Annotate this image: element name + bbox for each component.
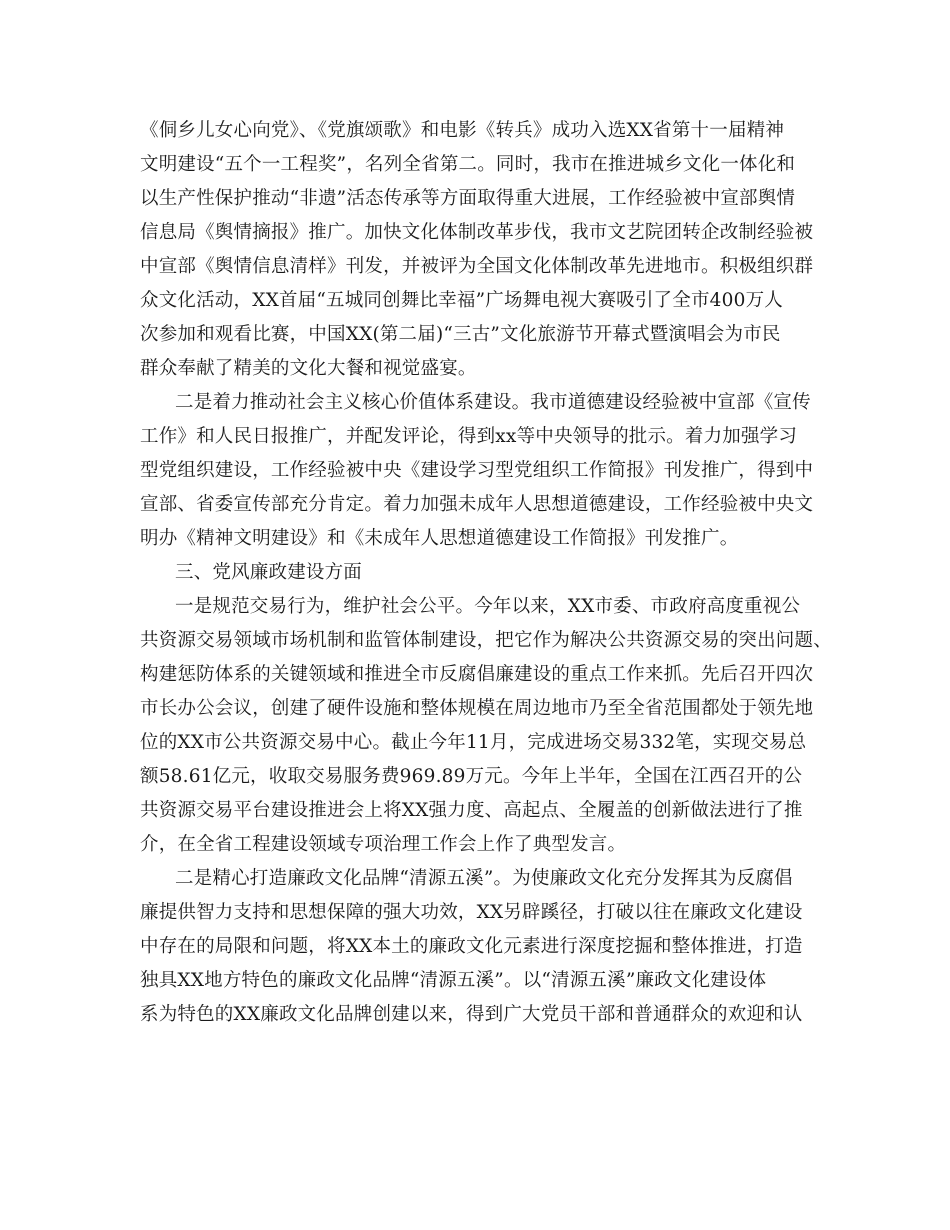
text-line: 宣部、省委宣传部充分肯定。着力加强未成年人思想道德建设，工作经验被中央文 [140,494,814,515]
text-line: 共资源交易平台建设推进会上将XX强力度、高起点、全履盖的创新做法进行了推 [140,800,803,821]
text-line: 众文化活动，XX首届“五城同创舞比幸福”广场舞电视大赛吸引了全市400万人 [140,290,783,311]
text-line: 构建惩防体系的关键领域和推进全市反腐倡廉建设的重点工作来抓。先后召开四次 [140,664,814,685]
text-line: 廉提供智力支持和思想保障的强大功效，XX另辟蹊径，打破以往在廉政文化建设 [140,902,803,923]
text-line: 额58.61亿元，收取交易服务费969.89万元。今年上半年，全国在江西召开的公 [140,766,803,787]
paragraph-start: 二是精心打造廉政文化品牌“清源五溪”。为使廉政文化充分发挥其为反腐倡 [175,868,793,889]
text-line: 系为特色的XX廉政文化品牌创建以来，得到广大党员干部和普通群众的欢迎和认 [140,1004,803,1025]
text-line: 中宣部《舆情信息清样》刊发，并被评为全国文化体制改革先进地市。积极组织群 [140,256,814,277]
text-line: 明办《精神文明建设》和《未成年人思想道德建设工作简报》刊发推广。 [140,528,739,549]
section-heading: 三、党风廉政建设方面 [175,562,363,583]
text-line: 信息局《舆情摘报》推广。加快文化体制改革步伐，我市文艺院团转企改制经验被 [140,222,814,243]
text-line: 文明建设“五个一工程奖”，名列全省第二。同时，我市在推进城乡文化一体化和 [140,154,796,175]
text-line: 群众奉献了精美的文化大餐和视觉盛宴。 [140,358,477,379]
text-line: 型党组织建设，工作经验被中央《建设学习型党组织工作简报》刊发推广，得到中 [140,460,814,481]
text-line: 介，在全省工程建设领域专项治理工作会上作了典型发言。 [140,834,627,855]
text-line: 中存在的局限和问题，将XX本土的廉政文化元素进行深度挖掘和整体推进，打造 [140,936,803,957]
paragraph-start: 二是着力推动社会主义核心价值体系建设。我市道德建设经验被中宣部《宣传 [175,392,811,413]
text-line: 市长办公会议，创建了硬件设施和整体规模在周边地市乃至全省范围都处于领先地 [140,698,814,719]
text-line: 独具XX地方特色的廉政文化品牌“清源五溪”。以“清源五溪”廉政文化建设体 [140,970,767,991]
text-line: 位的XX市公共资源交易中心。截止今年11月，完成进场交易332笔，实现交易总 [140,732,807,753]
text-line: 次参加和观看比赛，中国XX(第二届)“三古”文化旅游节开幕式暨演唱会为市民 [140,324,781,345]
text-line: 以生产性保护推动“非遗”活态传承等方面取得重大进展，工作经验被中宣部舆情 [140,188,796,209]
text-line: 工作》和人民日报推广，并配发评论，得到xx等中央领导的批示。着力加强学习 [140,426,798,447]
paragraph-start: 一是规范交易行为，维护社会公平。今年以来，XX市委、市政府高度重视公 [175,596,801,617]
text-line: 共资源交易领域市场机制和监管体制建设，把它作为解决公共资源交易的突出问题、 [140,630,832,651]
text-line: 《侗乡儿女心向党》、《党旗颂歌》和电影《转兵》成功入选XX省第十一届精神 [140,120,785,141]
